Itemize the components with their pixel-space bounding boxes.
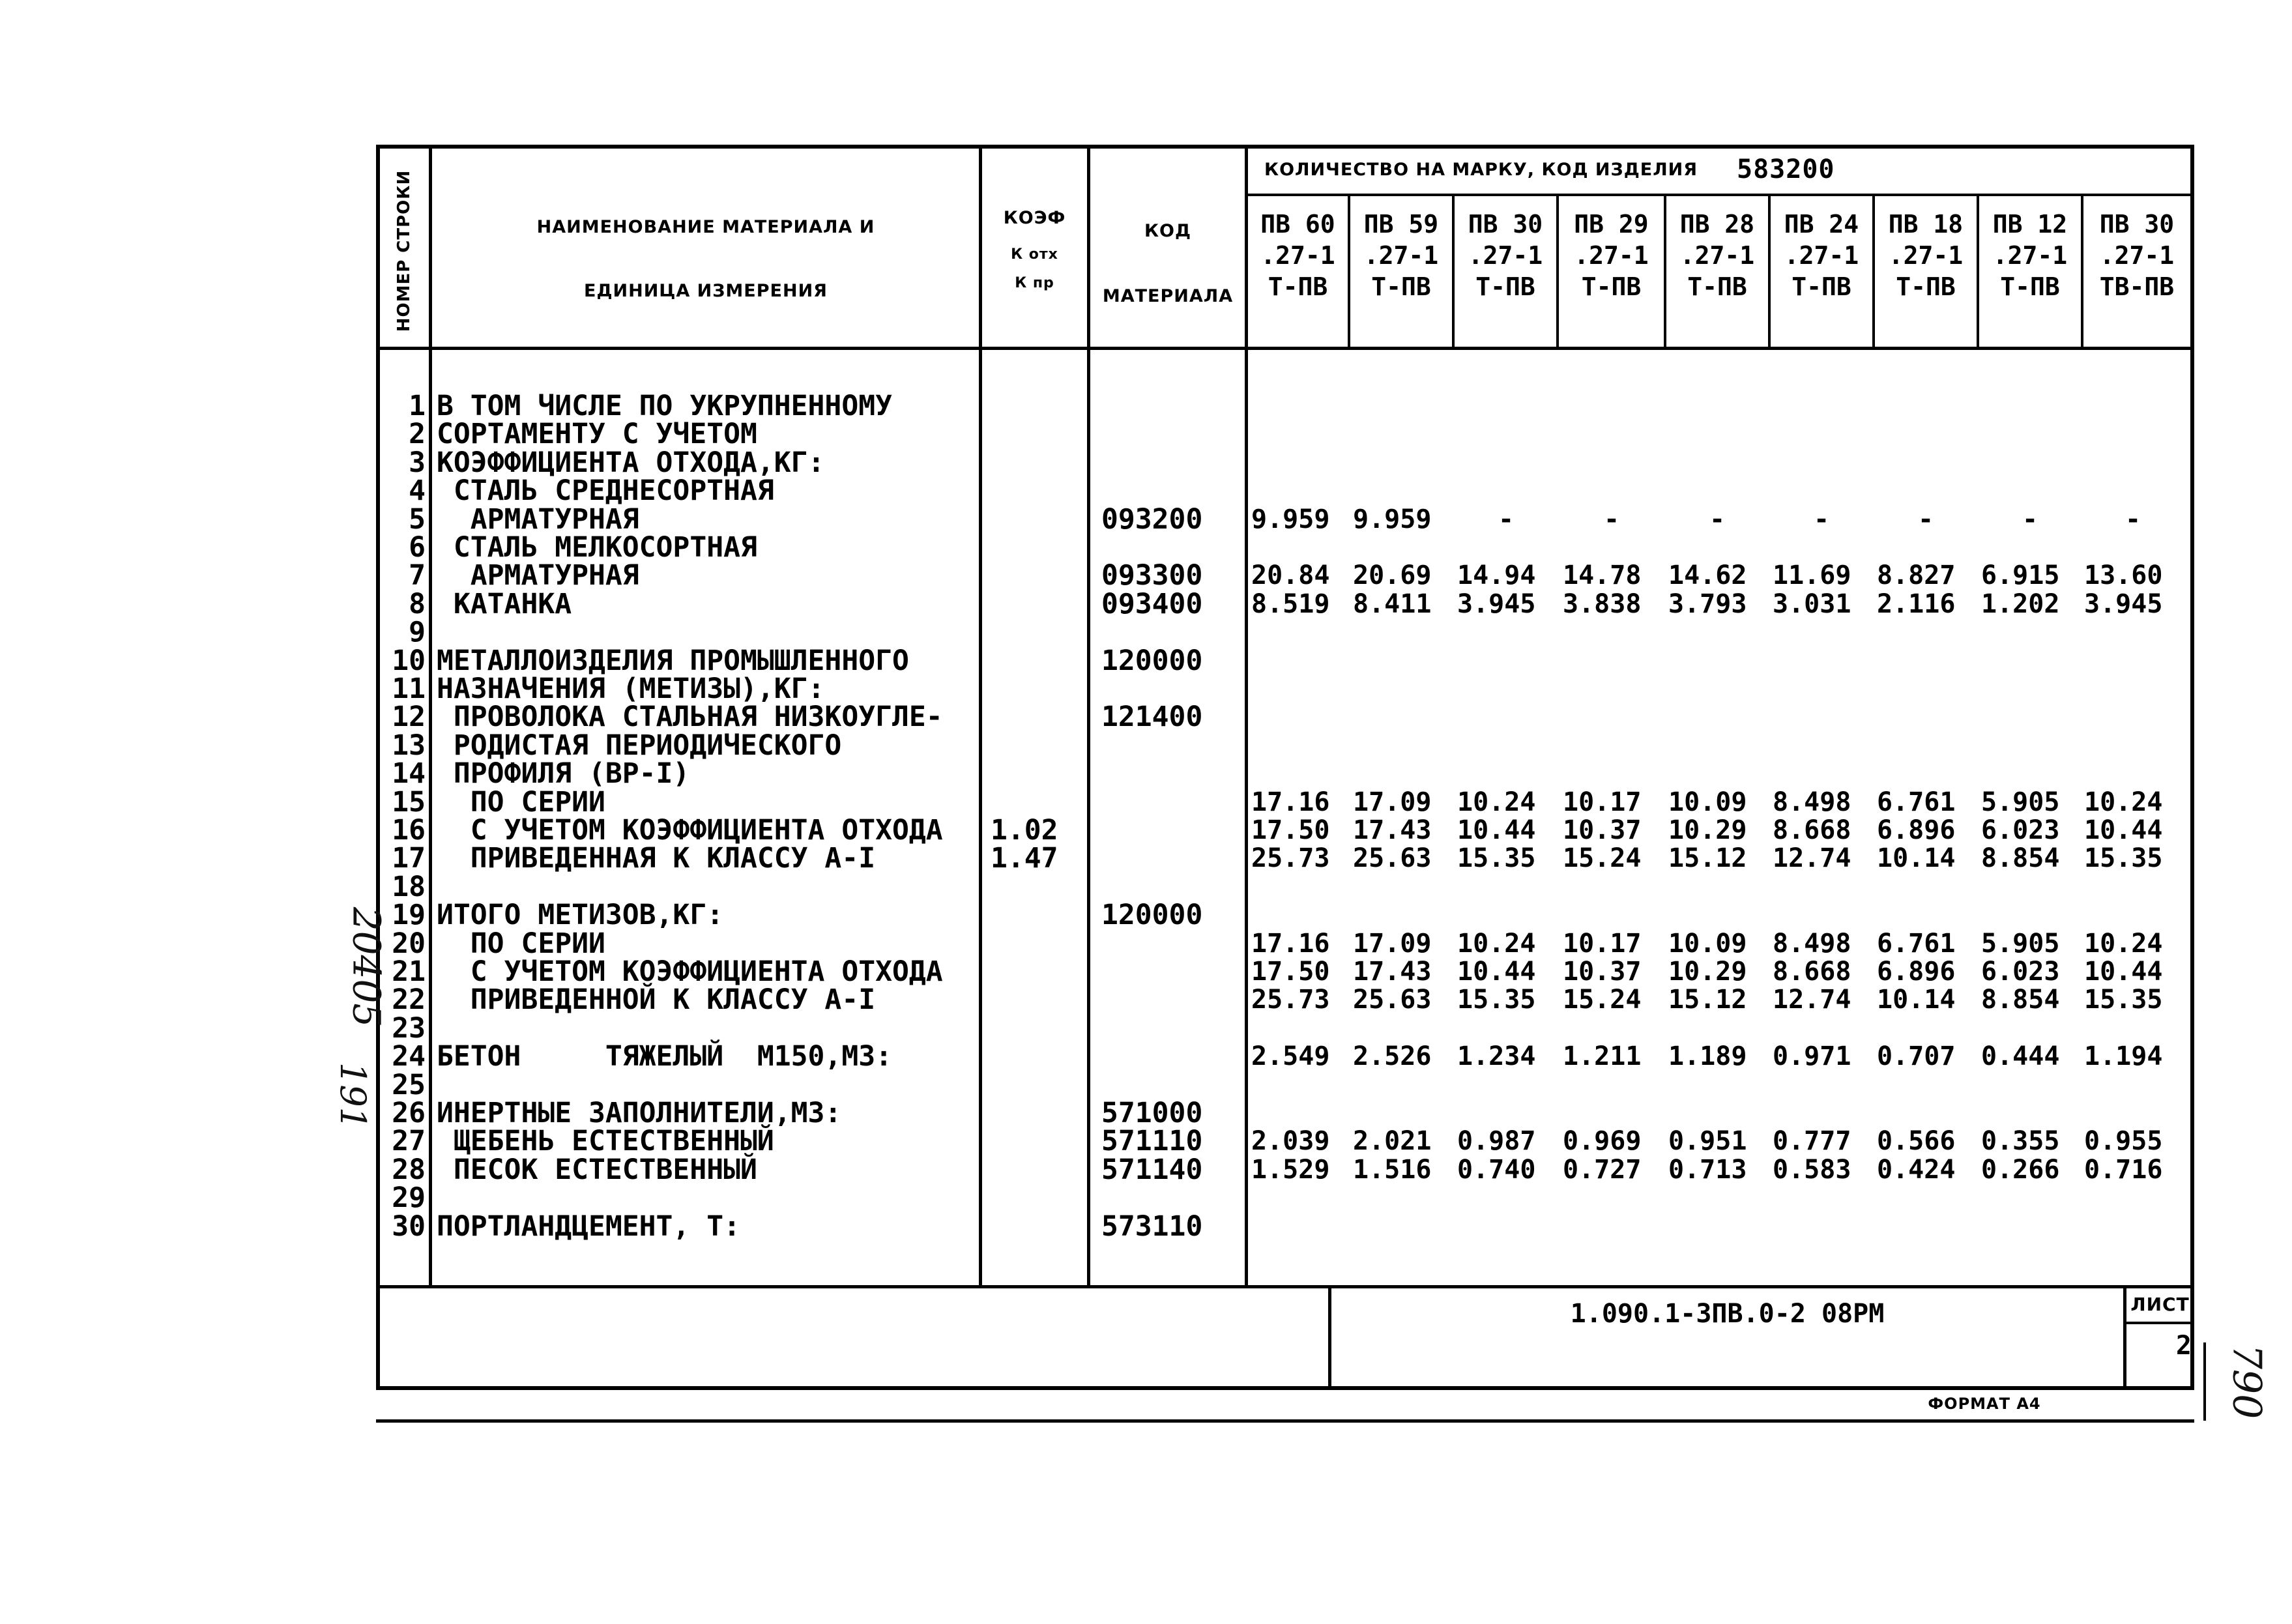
material-code: 093200 — [1101, 502, 1203, 536]
product-column-line1: ПВ 12 — [1992, 210, 2068, 239]
material-name: СТАЛЬ СРЕДНЕСОРТНАЯ — [437, 474, 774, 508]
product-column-line2: .27-1 — [1363, 241, 1439, 270]
quantity-cell: 10.29 — [1668, 957, 1747, 987]
sheet-label: ЛИСТ — [2130, 1294, 2190, 1315]
quantity-cell: 0.987 — [1457, 1126, 1536, 1157]
product-column-line2: .27-1 — [1574, 241, 1649, 270]
quantity-cell: 10.44 — [2084, 957, 2163, 987]
row-number: 23 — [392, 1011, 426, 1045]
row-number: 2 — [409, 418, 426, 451]
product-column-line3: ТВ-ПВ — [2099, 272, 2175, 301]
quantity-cell: 0.716 — [2084, 1154, 2163, 1185]
quantity-cell: 2.021 — [1353, 1126, 1432, 1157]
row-number: 17 — [392, 842, 426, 875]
row-number: 6 — [409, 531, 426, 564]
row-number: 29 — [392, 1182, 426, 1215]
row-number-label: НОМЕР СТРОКИ — [394, 169, 414, 332]
material-name: ЩЕБЕНЬ ЕСТЕСТВЕННЫЙ — [437, 1125, 774, 1158]
row-number: 27 — [392, 1125, 426, 1158]
quantity-cell: 8.519 — [1251, 588, 1330, 619]
quantity-cell: 14.62 — [1668, 560, 1747, 591]
quantity-cell: 1.529 — [1251, 1154, 1330, 1185]
row-number: 19 — [392, 899, 426, 932]
quantity-cell: 5.905 — [1981, 928, 2060, 959]
quantity-cell: 15.24 — [1563, 985, 1642, 1015]
product-column-line1: ПВ 29 — [1574, 210, 1649, 239]
product-column-line3: Т-ПВ — [1475, 272, 1535, 301]
row-number: 30 — [392, 1210, 426, 1243]
material-name: ПЕСОК ЕСТЕСТВЕННЫЙ — [437, 1153, 757, 1186]
quantity-cell: 1.211 — [1563, 1041, 1642, 1072]
quantity-cell: 10.17 — [1563, 787, 1642, 817]
product-column-line3: Т-ПВ — [1581, 272, 1642, 301]
quantity-cell: 3.031 — [1773, 588, 1851, 619]
material-code: 571110 — [1101, 1125, 1203, 1158]
coefficient-value: 1.47 — [991, 842, 1058, 875]
material-code: 093300 — [1101, 559, 1203, 592]
material-name: ИТОГО МЕТИЗОВ,КГ: — [437, 899, 724, 932]
material-code: 120000 — [1101, 899, 1203, 932]
quantity-cell: 10.14 — [1877, 843, 1956, 874]
coefficient-header — [982, 199, 1087, 295]
material-code: 121400 — [1101, 701, 1203, 734]
quantity-cell: 3.945 — [2084, 588, 2163, 619]
material-code: 573110 — [1101, 1210, 1203, 1243]
quantity-cell: 2.039 — [1251, 1126, 1330, 1157]
quantity-cell: 8.498 — [1773, 928, 1851, 959]
quantity-cell: 15.35 — [1457, 985, 1536, 1015]
product-column-line3: Т-ПВ — [1268, 272, 1328, 301]
row-number: 28 — [392, 1153, 426, 1186]
quantity-cell: 14.78 — [1563, 560, 1642, 591]
coefficient-sub1: К отх — [1011, 246, 1058, 263]
row-number: 24 — [392, 1040, 426, 1073]
material-name: КОЭФФИЦИЕНТА ОТХОДА,КГ: — [437, 446, 825, 479]
quantity-cell: 6.896 — [1877, 815, 1956, 845]
product-column-line1: ПВ 24 — [1784, 210, 1859, 239]
quantity-cell: 9.959 — [1353, 504, 1432, 534]
quantity-cell: 15.12 — [1668, 843, 1747, 874]
product-column-line1: ПВ 30 — [1468, 210, 1543, 239]
row-number: 20 — [392, 927, 426, 960]
material-name: КАТАНКА — [437, 587, 572, 620]
quantity-cell: 10.37 — [1563, 957, 1642, 987]
quantity-cell: 20.84 — [1251, 560, 1330, 591]
quantity-cell: 13.60 — [2084, 560, 2163, 591]
quantity-cell: 6.896 — [1877, 957, 1956, 987]
product-column-line3: Т-ПВ — [1687, 272, 1747, 301]
document-code: 1.090.1-3ПВ.0-2 08РМ — [1570, 1299, 1885, 1329]
quantity-cell: 0.583 — [1773, 1154, 1851, 1185]
quantity-cell: 0.969 — [1563, 1126, 1642, 1157]
product-column-line2: .27-1 — [1992, 241, 2068, 270]
row-number: 16 — [392, 814, 426, 847]
quantity-cell: - — [1603, 504, 1620, 534]
product-column-line2: .27-1 — [1679, 241, 1755, 270]
material-name: СОРТАМЕНТУ С УЧЕТОМ — [437, 418, 757, 451]
coefficient-value: 1.02 — [991, 814, 1058, 847]
product-column-line2: .27-1 — [2099, 241, 2175, 270]
quantity-cell: 8.498 — [1773, 787, 1851, 817]
row-number: 22 — [392, 983, 426, 1017]
quantity-cell: 6.915 — [1981, 560, 2060, 591]
material-name: С УЧЕТОМ КОЭФФИЦИЕНТА ОТХОДА — [437, 814, 943, 847]
quantity-cell: - — [1498, 504, 1515, 534]
row-number: 26 — [392, 1097, 426, 1129]
quantity-cell: 15.24 — [1563, 843, 1642, 874]
product-column-header — [1248, 209, 1348, 302]
row-number: 14 — [392, 757, 426, 790]
row-number: 7 — [409, 559, 426, 592]
material-name: НАЗНАЧЕНИЯ (МЕТИЗЫ),КГ: — [437, 673, 825, 705]
quantity-cell: 1.516 — [1353, 1154, 1432, 1185]
product-column-header — [1455, 209, 1556, 302]
material-code-label-line1: КОД — [1144, 221, 1192, 241]
quantity-cell: 9.959 — [1251, 504, 1330, 534]
quantity-cell: 15.12 — [1668, 985, 1747, 1015]
material-name: АРМАТУРНАЯ — [437, 502, 639, 536]
quantity-cell: 0.777 — [1773, 1126, 1851, 1157]
quantity-cell: 25.63 — [1353, 985, 1432, 1015]
material-code: 571140 — [1101, 1153, 1203, 1186]
quantity-cell: 0.727 — [1563, 1154, 1642, 1185]
quantity-cell: 5.905 — [1981, 787, 2060, 817]
quantity-header — [1264, 154, 2177, 184]
quantity-cell: 25.73 — [1251, 985, 1330, 1015]
product-column-line2: .27-1 — [1888, 241, 1964, 270]
quantity-cell: 2.116 — [1877, 588, 1956, 619]
quantity-cell: 17.16 — [1251, 787, 1330, 817]
product-column-line2: .27-1 — [1784, 241, 1859, 270]
coefficient-label: КОЭФ — [1003, 208, 1066, 228]
material-name: ПРИВЕДЕННАЯ К КЛАССУ А-I — [437, 842, 876, 875]
quantity-cell: 8.668 — [1773, 957, 1851, 987]
quantity-cell: 15.35 — [2084, 843, 2163, 874]
quantity-cell: 15.35 — [1457, 843, 1536, 874]
product-column-header — [1875, 209, 1977, 302]
quantity-cell: - — [1813, 504, 1830, 534]
material-code-label-line2: МАТЕРИАЛА — [1102, 286, 1234, 306]
material-name-label-line2: ЕДИНИЦА ИЗМЕРЕНИЯ — [584, 281, 828, 301]
coefficient-sub2: К пр — [1015, 275, 1054, 291]
material-code: 120000 — [1101, 644, 1203, 677]
page-number: 790 — [2224, 1344, 2270, 1419]
product-column-header — [1350, 209, 1452, 302]
material-name: ИНЕРТНЫЕ ЗАПОЛНИТЕЛИ,М3: — [437, 1097, 842, 1129]
quantity-cell: 17.16 — [1251, 928, 1330, 959]
quantity-cell: 17.09 — [1353, 787, 1432, 817]
product-column-line1: ПВ 28 — [1679, 210, 1755, 239]
quantity-cell: 10.44 — [2084, 815, 2163, 845]
product-column-line2: .27-1 — [1260, 241, 1335, 270]
quantity-cell: - — [1709, 504, 1726, 534]
material-name: РОДИСТАЯ ПЕРИОДИЧЕСКОГО — [437, 729, 842, 762]
row-number: 10 — [392, 644, 426, 677]
material-name: БЕТОН ТЯЖЕЛЫЙ М150,М3: — [437, 1040, 892, 1073]
product-column-line3: Т-ПВ — [1792, 272, 1851, 301]
quantity-cell: 10.24 — [2084, 928, 2163, 959]
material-code: 093400 — [1101, 587, 1203, 620]
quantity-cell: 10.37 — [1563, 815, 1642, 845]
quantity-cell: 25.63 — [1353, 843, 1432, 874]
material-code: 571000 — [1101, 1097, 1203, 1129]
row-number: 4 — [409, 474, 426, 508]
row-number: 18 — [392, 870, 426, 903]
quantity-cell: 2.549 — [1251, 1041, 1330, 1072]
material-name: С УЧЕТОМ КОЭФФИЦИЕНТА ОТХОДА — [437, 955, 943, 988]
quantity-cell: 10.24 — [1457, 787, 1536, 817]
quantity-cell: 20.69 — [1353, 560, 1432, 591]
material-name: ПОРТЛАНДЦЕМЕНТ, Т: — [437, 1210, 740, 1243]
quantity-cell: 10.44 — [1457, 957, 1536, 987]
quantity-cell: 6.761 — [1877, 928, 1956, 959]
row-number: 8 — [409, 587, 426, 620]
material-name: АРМАТУРНАЯ — [437, 559, 639, 592]
row-number: 13 — [392, 729, 426, 762]
quantity-cell: 0.566 — [1877, 1126, 1956, 1157]
material-name-header — [432, 196, 979, 323]
material-code-header — [1090, 199, 1245, 329]
quantity-cell: 14.94 — [1457, 560, 1536, 591]
quantity-cell: 8.668 — [1773, 815, 1851, 845]
product-code: 583200 — [1737, 154, 1835, 184]
quantity-cell: 10.17 — [1563, 928, 1642, 959]
row-number: 15 — [392, 785, 426, 819]
quantity-cell: 10.44 — [1457, 815, 1536, 845]
quantity-cell: 1.189 — [1668, 1041, 1747, 1072]
quantity-cell: 3.793 — [1668, 588, 1747, 619]
product-column-header — [1666, 209, 1768, 302]
quantity-cell: 10.24 — [1457, 928, 1536, 959]
material-name: ПРОВОЛОКА СТАЛЬНАЯ НИЗКОУГЛЕ- — [437, 701, 943, 734]
row-number: 11 — [392, 673, 426, 705]
quantity-cell: 0.951 — [1668, 1126, 1747, 1157]
quantity-cell: 12.74 — [1773, 843, 1851, 874]
product-column-header — [1979, 209, 2081, 302]
quantity-cell: 0.971 — [1773, 1041, 1851, 1072]
inventory-number: 20405 — [344, 906, 389, 1028]
quantity-cell: 1.234 — [1457, 1041, 1536, 1072]
row-number: 1 — [409, 390, 426, 422]
product-column-line1: ПВ 59 — [1363, 210, 1439, 239]
product-column-line3: Т-ПВ — [2000, 272, 2060, 301]
material-name: ПРОФИЛЯ (ВР-I) — [437, 757, 690, 790]
quantity-cell: 10.24 — [2084, 787, 2163, 817]
quantity-cell: 11.69 — [1773, 560, 1851, 591]
quantity-cell: 0.444 — [1981, 1041, 2060, 1072]
quantity-cell: 1.202 — [1981, 588, 2060, 619]
quantity-cell: 6.023 — [1981, 815, 2060, 845]
quantity-cell: 8.827 — [1877, 560, 1956, 591]
row-number: 21 — [392, 955, 426, 988]
material-name: МЕТАЛЛОИЗДЕЛИЯ ПРОМЫШЛЕННОГО — [437, 644, 909, 677]
quantity-cell: 15.35 — [2084, 985, 2163, 1015]
material-name: ПО СЕРИИ — [437, 927, 605, 960]
quantity-cell: 3.945 — [1457, 588, 1536, 619]
quantity-cell: 10.14 — [1877, 985, 1956, 1015]
quantity-cell: 6.761 — [1877, 787, 1956, 817]
product-column-header — [2083, 209, 2190, 302]
quantity-cell: - — [1917, 504, 1934, 534]
row-number: 9 — [409, 616, 426, 649]
product-column-line3: Т-ПВ — [1896, 272, 1956, 301]
row-number-header — [379, 156, 429, 345]
row-number: 5 — [409, 502, 426, 536]
quantity-cell: 0.266 — [1981, 1154, 2060, 1185]
quantity-cell: 3.838 — [1563, 588, 1642, 619]
product-column-line1: ПВ 30 — [2099, 210, 2175, 239]
product-column-line1: ПВ 18 — [1888, 210, 1964, 239]
row-number: 12 — [392, 701, 426, 734]
row-number: 3 — [409, 446, 426, 479]
quantity-cell: 0.707 — [1877, 1041, 1956, 1072]
quantity-cell: 17.43 — [1353, 957, 1432, 987]
quantity-cell: 17.50 — [1251, 815, 1330, 845]
quantity-cell: 10.09 — [1668, 787, 1747, 817]
quantity-cell: 0.424 — [1877, 1154, 1956, 1185]
quantity-cell: 10.09 — [1668, 928, 1747, 959]
quantity-cell: - — [2022, 504, 2038, 534]
material-name: ПРИВЕДЕННОЙ К КЛАССУ А-I — [437, 983, 876, 1017]
quantity-cell: 0.355 — [1981, 1126, 2060, 1157]
quantity-cell: 1.194 — [2084, 1041, 2163, 1072]
quantity-cell: 0.713 — [1668, 1154, 1747, 1185]
quantity-cell: 8.411 — [1353, 588, 1432, 619]
quantity-cell: 10.29 — [1668, 815, 1747, 845]
format-label: ФОРМАТ А4 — [1928, 1395, 2041, 1413]
material-name: СТАЛЬ МЕЛКОСОРТНАЯ — [437, 531, 757, 564]
row-number: 25 — [392, 1068, 426, 1101]
product-column-line1: ПВ 60 — [1260, 210, 1335, 239]
quantity-label: КОЛИЧЕСТВО НА МАРКУ, КОД ИЗДЕЛИЯ — [1264, 160, 1698, 180]
quantity-cell: 12.74 — [1773, 985, 1851, 1015]
quantity-cell: 17.09 — [1353, 928, 1432, 959]
quantity-cell: 6.023 — [1981, 957, 2060, 987]
quantity-cell: 25.73 — [1251, 843, 1330, 874]
quantity-cell: 0.955 — [2084, 1126, 2163, 1157]
material-name: ПО СЕРИИ — [437, 785, 605, 819]
quantity-cell: 17.43 — [1353, 815, 1432, 845]
quantity-cell: 2.526 — [1353, 1041, 1432, 1072]
quantity-cell: 0.740 — [1457, 1154, 1536, 1185]
sub-number: 191 — [332, 1062, 374, 1130]
quantity-cell: 17.50 — [1251, 957, 1330, 987]
product-column-line3: Т-ПВ — [1371, 272, 1431, 301]
quantity-cell: 8.854 — [1981, 843, 2060, 874]
sheet-number: 2 — [2175, 1331, 2192, 1361]
product-column-header — [1559, 209, 1664, 302]
quantity-cell: - — [2125, 504, 2141, 534]
material-name: В ТОМ ЧИСЛЕ ПО УКРУПНЕННОМУ — [437, 390, 892, 422]
quantity-cell: 8.854 — [1981, 985, 2060, 1015]
material-name-label-line1: НАИМЕНОВАНИЕ МАТЕРИАЛА И — [536, 217, 875, 237]
product-column-header — [1771, 209, 1872, 302]
product-column-line2: .27-1 — [1468, 241, 1543, 270]
